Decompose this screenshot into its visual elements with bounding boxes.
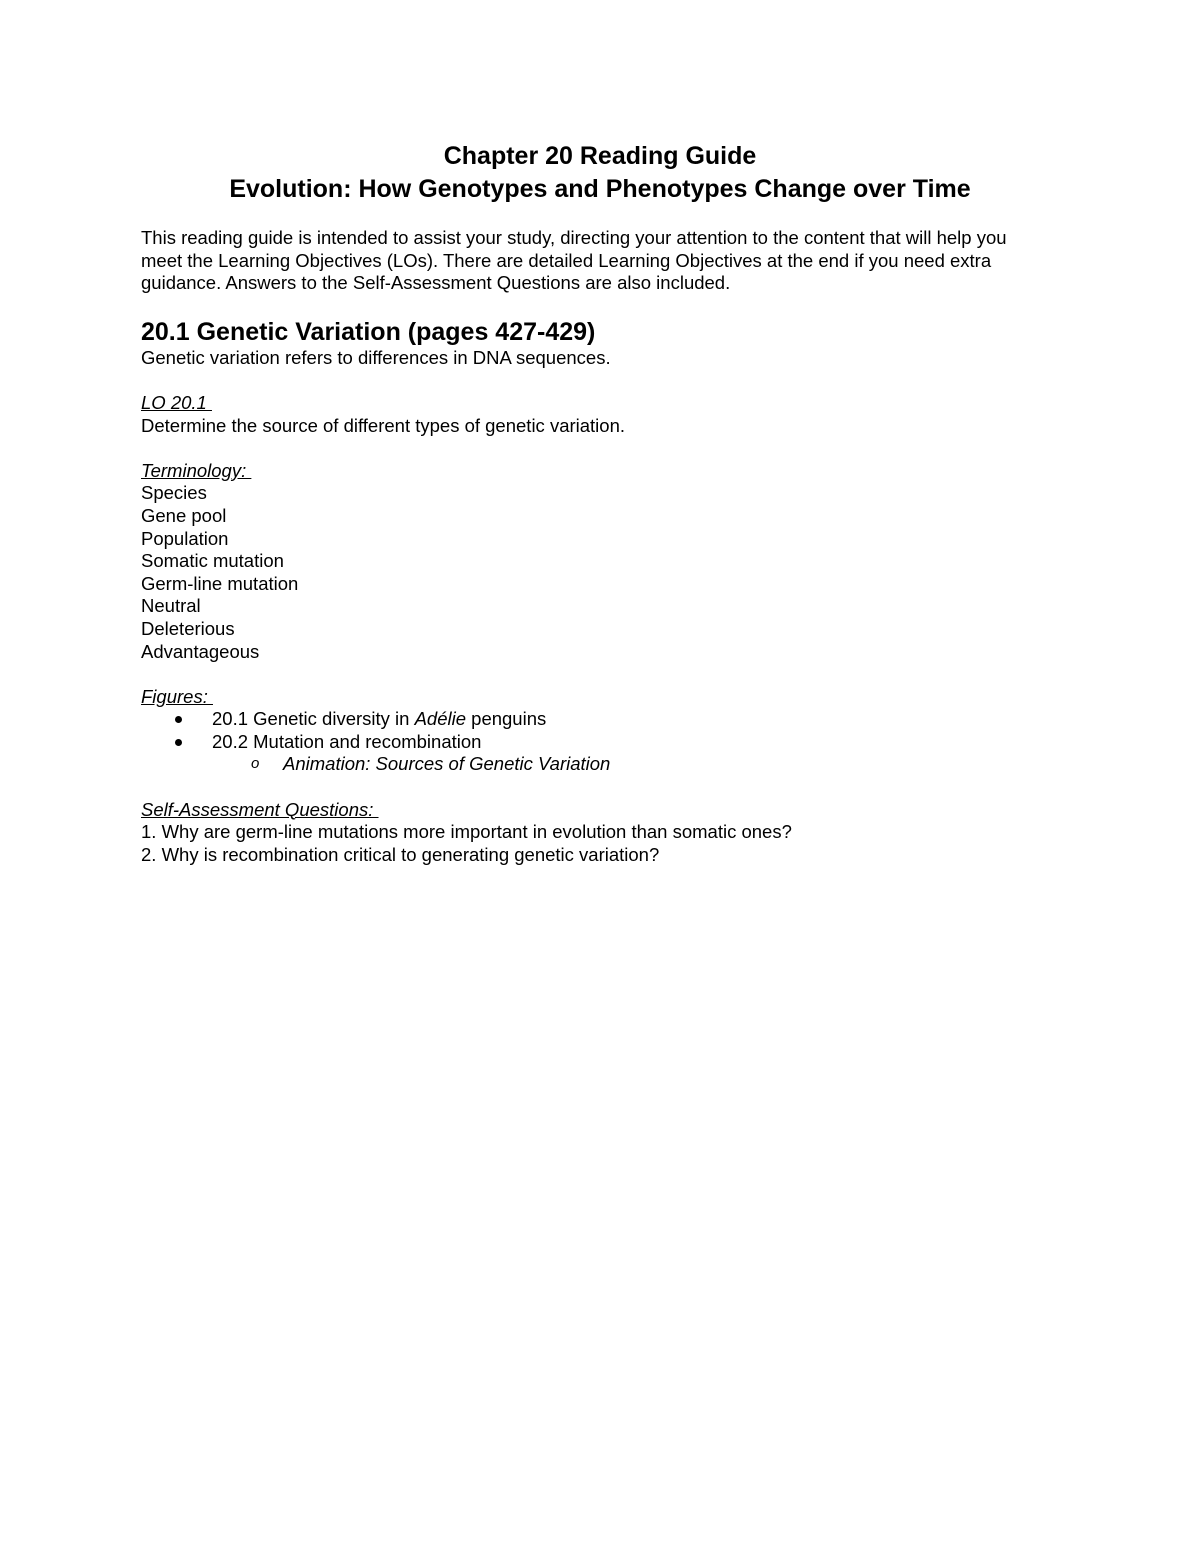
chapter-subtitle: Evolution: How Genotypes and Phenotypes Change over Time (229, 175, 971, 203)
figure-sub-list (141, 753, 1071, 776)
circle-bullet-icon: o (251, 755, 260, 773)
figure-item (141, 731, 1071, 754)
document-body (141, 227, 1071, 866)
animation-link-text: Animation: Sources of Genetic Variation (283, 753, 611, 775)
lo-label: LO 20.1 (141, 391, 212, 413)
questions-label: Self-Assessment Questions: (141, 798, 379, 820)
figure-item (141, 708, 1071, 731)
term-item: Somatic mutation (141, 550, 284, 572)
terminology-list (141, 482, 1071, 663)
chapter-title: Chapter 20 Reading Guide (443, 142, 757, 170)
figure-item-text: penguins (466, 708, 547, 730)
terminology-label-line (141, 460, 1071, 483)
spacer (141, 437, 1071, 460)
title-block (0, 140, 1200, 206)
section-description: Genetic variation refers to differences in DNA sequences. (141, 346, 611, 368)
question-item: 1. Why are germ-line mutations more important in evolution than somatic ones? (141, 821, 792, 843)
spacer (141, 663, 1071, 686)
figures-label: Figures: (141, 685, 213, 707)
lo-label-line (141, 392, 1071, 415)
term-item: Gene pool (141, 504, 227, 526)
term-item: Germ-line mutation (141, 572, 299, 594)
bullet-dot-icon (175, 716, 182, 723)
section-heading: 20.1 Genetic Variation (pages 427-429) (141, 317, 596, 346)
lo-text: Determine the source of different types of genetic variation. (141, 414, 626, 436)
bullet-dot-icon (175, 739, 182, 746)
question-item: 2. Why is recombination critical to generating genetic variation? (141, 843, 660, 865)
spacer (141, 369, 1071, 392)
figure-item-text: 20.1 Genetic diversity in (212, 708, 415, 730)
intro-line: This reading guide is intended to assist your study, directing your attention to the content that will help you (141, 227, 1007, 248)
spacer (141, 776, 1071, 799)
term-item: Advantageous (141, 640, 260, 662)
intro-line: guidance. Answers to the Self-Assessment Questions are also included. (141, 272, 731, 294)
figure-item-text: 20.2 Mutation and recombination (212, 730, 482, 752)
term-item: Population (141, 527, 229, 549)
term-item: Species (141, 482, 207, 504)
intro-paragraph (141, 227, 1071, 295)
intro-line: meet the Learning Objectives (LOs). There are detailed Learning Objectives at the end if you need extra (141, 249, 992, 271)
term-item: Deleterious (141, 617, 235, 639)
figure-item-italic: Adélie (414, 708, 467, 730)
figures-label-line (141, 686, 1071, 709)
terminology-label: Terminology: (141, 459, 252, 481)
term-item: Neutral (141, 595, 201, 617)
questions-label-line (141, 799, 1071, 822)
figures-list (141, 708, 1071, 753)
figure-sub-item (141, 753, 1071, 776)
